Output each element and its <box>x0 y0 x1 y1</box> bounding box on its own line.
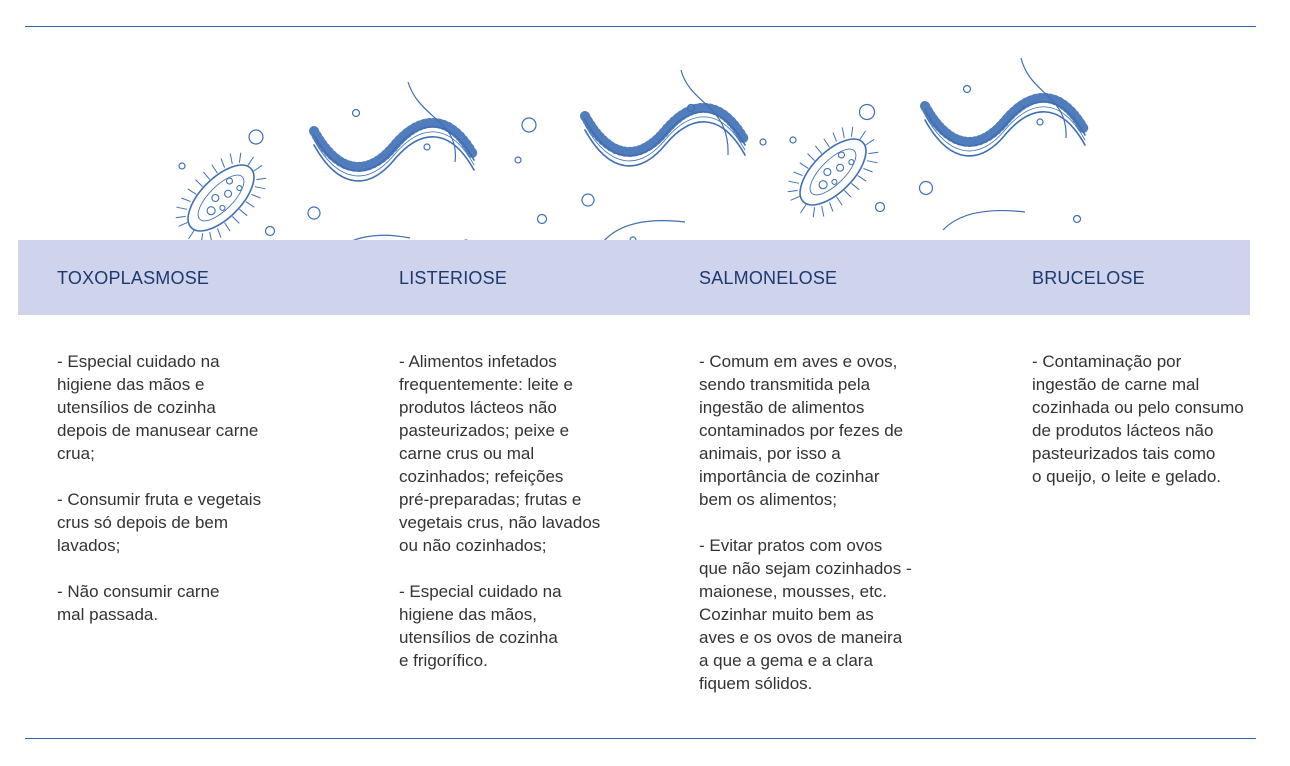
worm-bacterium-2 <box>585 108 745 166</box>
heading-brucelose: BRUCELOSE <box>1032 268 1145 288</box>
paragraph: - Comum em aves e ovos, sendo transmitida pela ingestão de alimentos contaminados por fezes de animais, por isso a importância de cozinhar bem os alimentos; <box>699 352 904 509</box>
bacteria-illustration <box>0 40 1290 260</box>
top-divider <box>25 26 1256 27</box>
worm-bacterium-3 <box>925 98 1085 156</box>
paragraph: - Não consumir carne mal passada. <box>57 582 220 624</box>
paragraph: - Especial cuidado na higiene das mãos, utensílios de cozinha e frigorífico. <box>399 582 562 670</box>
paragraph: - Evitar pratos com ovos que não sejam cozinhados - maionese, mousses, etc. Cozinhar muito bem as aves e os ovos de maneira a que a gema e a clara fiquem sólidos. <box>699 536 912 693</box>
worm-bacterium-1 <box>314 123 474 181</box>
heading-listeriose: LISTERIOSE <box>399 268 508 288</box>
column-brucelose <box>1032 350 1282 511</box>
rod-bacterium-right <box>774 113 891 230</box>
flagella <box>332 58 1066 255</box>
heading-salmonelose: SALMONELOSE <box>699 268 838 288</box>
column-listeriose <box>399 350 689 695</box>
paragraph: - Consumir fruta e vegetais crus só depois de bem lavados; <box>57 490 262 555</box>
heading-toxoplasmose: TOXOPLASMOSE <box>57 268 210 288</box>
paragraph: - Alimentos infetados frequentemente: leite e produtos lácteos não pasteurizados; peixe e carne crus ou mal cozinhados; refeições pré-preparadas; frutas e vegetais crus, não lavados ou não cozinhados; <box>399 352 601 555</box>
column-toxoplasmose <box>57 350 357 649</box>
paragraph: - Contaminação por ingestão de carne mal cozinhada ou pelo consumo de produtos lácteos não pasteurizados tais como o queijo, o leite e gelado. <box>1032 352 1244 486</box>
column-salmonelose <box>699 350 1019 718</box>
paragraph: - Especial cuidado na higiene das mãos e utensílios de cozinha depois de manusear carne crua; <box>57 352 259 463</box>
bottom-divider <box>25 738 1256 739</box>
